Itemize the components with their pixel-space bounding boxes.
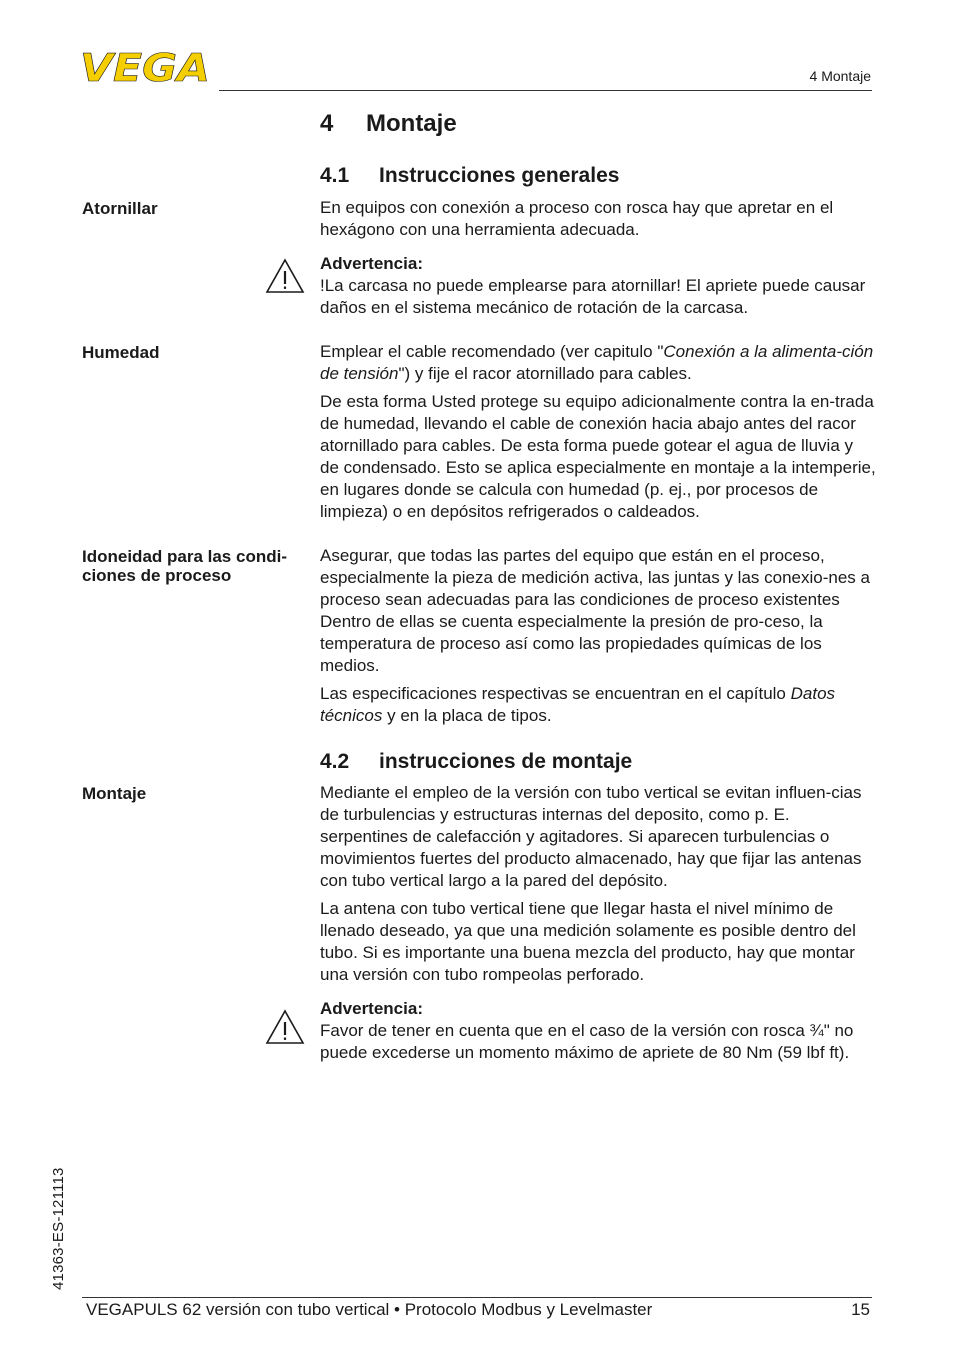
warning-title: Advertencia: — [320, 254, 423, 273]
warning-icon — [265, 258, 305, 294]
sidebar-label-atornillar: Atornillar — [82, 199, 158, 218]
warning-box-atornillar — [320, 253, 876, 319]
chapter-heading — [320, 110, 457, 138]
atornillar-body — [320, 197, 876, 247]
humedad-paragraph-2: De esta forma Usted protege su equipo adicionalmente contra la en-trada de humedad, llevando el cable de conexión hacia abajo antes del racor atornillado para cables. De esta forma puede gotear el agua de lluvia y de condensado. Esto se aplica especialmente en montaje a la intemperie, en lugares donde se calcula con humedad (p. ej., por procesos de limpieza) o en depósitos refrigerados o caldeados. — [320, 392, 876, 521]
chapter-title: Montaje — [366, 110, 457, 137]
sidebar-label-montaje: Montaje — [82, 784, 147, 803]
header-divider — [219, 90, 872, 91]
idoneidad-paragraph-1: Asegurar, que todas las partes del equipo que están en el proceso, especialmente la pieza de medición activa, las juntas y las conexio-nes a proceso sean adecuadas para las condiciones de proceso existentes Dentro de ellas se cuenta especialmente la presión de pro-ceso, la temperatura de proceso así como las propiedades químicas de los medios. — [320, 546, 870, 675]
footer-title: VEGAPULS 62 versión con tubo vertical • Protocolo Modbus y Levelmaster — [86, 1300, 653, 1319]
warning-text: !La carcasa no puede emplearse para atornillar! El apriete puede causar daños en el sistema mecánico de rotación de la carcasa. — [320, 276, 866, 317]
sidebar-label-humedad: Humedad — [82, 343, 160, 362]
chapter-number: 4 — [320, 110, 334, 137]
footer-divider — [82, 1297, 872, 1298]
warning-text: Favor de tener en cuenta que en el caso de la versión con rosca ¾" no puede excederse un momento máximo de apriete de 80 Nm (59 lbf ft). — [320, 1021, 854, 1062]
chapter-reference: Datos técnicos — [320, 684, 836, 725]
section-heading-4-2 — [320, 750, 632, 774]
section-title: instrucciones de montaje — [379, 750, 633, 773]
section-number: 4.2 — [320, 750, 350, 773]
montaje-paragraph-1: Mediante el empleo de la versión con tubo vertical se evitan influen-cias de turbulencias y estructuras internas del deposito, como p. E. serpentines de calefacción y agitadores. Si aparecen turbulencias o movimientos fuertes del producto almacenado, hay que fijar las antenas con tubo vertical largo a la pared del depósito. — [320, 783, 862, 890]
header-section-label: 4 Montaje — [809, 68, 871, 84]
sidebar-label-idoneidad: Idoneidad para las condi-ciones de proceso — [82, 547, 287, 585]
document-code: 41363-ES-121113 — [50, 1167, 67, 1290]
humedad-body — [320, 341, 876, 529]
page-number: 15 — [851, 1300, 870, 1319]
humedad-paragraph-1 — [320, 341, 876, 385]
montaje-paragraph-2: La antena con tubo vertical tiene que llegar hasta el nivel mínimo de llenado deseado, ya que una medición solamente es posible dentro del tubo. Si es importante una buena mezcla del producto, hay que montar una versión con tubo rompeolas perforado. — [320, 899, 856, 984]
text-span: Emplear el cable recomendado (ver capitulo " — [320, 342, 664, 361]
section-number: 4.1 — [320, 164, 350, 187]
chapter-reference: Conexión a la alimenta-ción de tensión — [320, 342, 874, 383]
atornillar-text: En equipos con conexión a proceso con rosca hay que apretar en el hexágono con una herramienta adecuada. — [320, 198, 834, 239]
montaje-body — [320, 782, 876, 992]
logo-text: VEGA — [80, 50, 210, 84]
text-span: y en la placa de tipos. — [382, 706, 552, 725]
section-heading-4-1 — [320, 164, 619, 188]
warning-title: Advertencia: — [320, 999, 423, 1018]
text-span: ") y fije el racor atornillado para cables. — [398, 364, 692, 383]
warning-icon — [265, 1009, 305, 1045]
warning-box-montaje — [320, 998, 876, 1064]
vega-logo — [80, 50, 212, 84]
text-span: Las especificaciones respectivas se encuentran en el capítulo — [320, 684, 791, 703]
idoneidad-paragraph-2 — [320, 683, 876, 727]
idoneidad-body — [320, 545, 876, 733]
section-title: Instrucciones generales — [379, 164, 620, 187]
